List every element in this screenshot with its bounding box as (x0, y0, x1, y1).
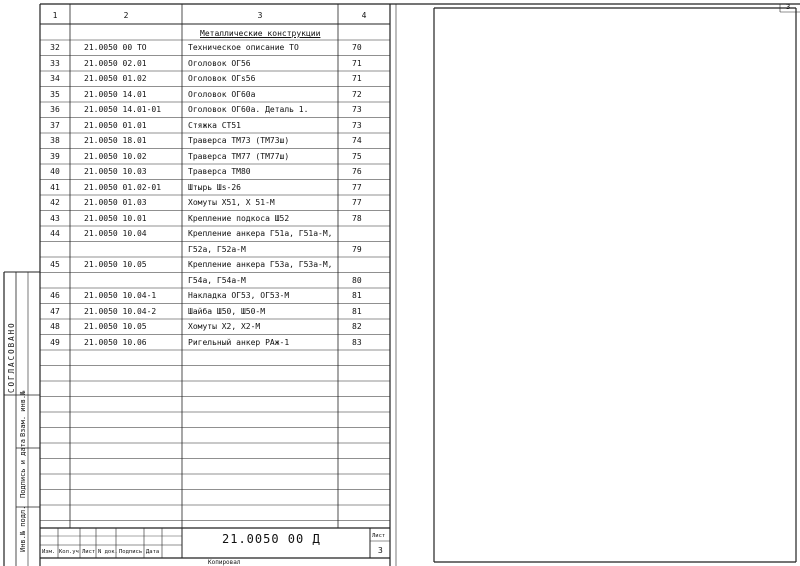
row-code: 21.0050 10.05 (84, 260, 147, 269)
row-page: 73 (352, 105, 362, 114)
row-number: 48 (50, 322, 60, 331)
row-number: 46 (50, 291, 60, 300)
row-page: 79 (352, 244, 362, 254)
row-page: 77 (352, 198, 362, 207)
row-code: 21.0050 01.02-01 (84, 182, 162, 192)
row-name: Траверса ТМ77 (ТМ77ш) (188, 151, 290, 161)
row-name: Ригельный анкер РАж-1 (188, 337, 290, 347)
row-number: 47 (50, 306, 60, 316)
sheet-label: Лист (372, 533, 386, 539)
row-page: 80 (352, 275, 362, 285)
header-col2: 2 (123, 11, 129, 20)
row-code: 21.0050 18.01 (84, 136, 147, 145)
row-number: 38 (50, 136, 60, 145)
row-number: 44 (50, 229, 60, 238)
row-page: 81 (352, 291, 362, 300)
row-name: Шайба Ш50, Ш50-М (188, 306, 266, 316)
stamp-list: Лист (82, 549, 96, 555)
row-page: 82 (352, 322, 362, 331)
row-code: 21.0050 10.06 (84, 337, 147, 347)
row-name: Стяжка СТ51 (188, 120, 241, 130)
stamp-izm: Изм. (42, 549, 56, 555)
row-code: 21.0050 10.05 (84, 322, 147, 331)
row-code: 21.0050 10.02 (84, 151, 147, 161)
row-code: 21.0050 14.01 (84, 89, 147, 99)
row-page: 83 (352, 337, 362, 347)
row-code: 21.0050 01.02 (84, 74, 147, 83)
row-page: 81 (352, 306, 362, 316)
document-code: 21.0050 00 Д (222, 532, 321, 546)
stamp-podp: Подпись (119, 549, 143, 555)
row-name: Оголовок ОГ56 (188, 58, 251, 68)
row-number: 35 (50, 89, 60, 99)
row-number: 43 (50, 213, 60, 223)
row-page: 72 (352, 89, 362, 99)
inv-podl-label: Инв.№ подл. (19, 505, 27, 552)
row-page: 71 (352, 58, 362, 68)
agreed-label: СОГЛАСОВАНО (7, 321, 16, 393)
header-col3: 3 (257, 11, 263, 20)
row-number: 34 (50, 74, 60, 83)
row-code: 21.0050 00 ТО (84, 43, 147, 52)
row-name: Штырь Шs-26 (188, 182, 241, 192)
row-code: 21.0050 10.04-1 (84, 291, 157, 300)
row-page: 77 (352, 182, 362, 192)
row-number: 37 (50, 120, 60, 130)
row-number: 45 (50, 260, 60, 269)
stamp-ndok: N док. (98, 549, 118, 555)
row-name: Оголовок ОГ60а (188, 89, 256, 99)
row-name: Оголовок ОГ60а. Деталь 1. (188, 105, 309, 114)
row-name: Накладка ОГ53, ОГ53-М (188, 291, 290, 300)
row-page: 70 (352, 43, 362, 52)
stamp-kol: Кол.уч (59, 549, 79, 555)
row-page: 78 (352, 213, 362, 223)
row-number: 49 (50, 337, 60, 347)
row-code: 21.0050 10.03 (84, 167, 147, 176)
row-number: 32 (50, 43, 60, 52)
row-number: 40 (50, 167, 60, 176)
row-name: Крепление подкоса Ш52 (188, 213, 290, 223)
row-name: Траверса ТМ80 (188, 167, 251, 176)
row-name: Хомуты Х2, Х2-М (188, 322, 261, 331)
row-code: 21.0050 02.01 (84, 58, 147, 68)
row-page: 73 (352, 120, 362, 130)
row-code: 21.0050 10.04 (84, 229, 147, 238)
row-number: 33 (50, 58, 60, 68)
row-page: 71 (352, 74, 362, 83)
row-code: 21.0050 14.01-01 (84, 105, 162, 114)
row-number: 39 (50, 151, 60, 161)
row-page: 75 (352, 151, 362, 161)
row-page: 76 (352, 167, 362, 176)
row-name: Траверса ТМ73 (ТМ73ш) (188, 136, 290, 145)
row-code: 21.0050 10.01 (84, 213, 147, 223)
sign-date-label: Подпись и дата (19, 438, 27, 498)
header-col1: 1 (52, 11, 58, 20)
row-code: 21.0050 01.03 (84, 198, 147, 207)
row-name: Г52а, Г52а-М (188, 244, 246, 254)
row-number: 36 (50, 105, 60, 114)
row-code: 21.0050 01.01 (84, 120, 147, 130)
section-title: Металлические конструкции (200, 29, 321, 38)
header-col4: 4 (361, 11, 367, 20)
row-name: Хомуты Х51, Х 51-М (188, 198, 275, 207)
row-name: Г54а, Г54а-М (188, 275, 246, 285)
row-page: 74 (352, 136, 362, 145)
right-page-number: 3 (786, 3, 791, 11)
row-number: 42 (50, 198, 60, 207)
row-name: Крепление анкера Г51а, Г51а-М, (188, 229, 333, 238)
row-number: 41 (50, 182, 60, 192)
sheet-number: 3 (378, 546, 383, 555)
row-name: Крепление анкера Г53а, Г53а-М, (188, 260, 333, 269)
row-name: Оголовок ОГs56 (188, 74, 256, 83)
row-name: Техническое описание ТО (188, 43, 299, 52)
row-code: 21.0050 10.04-2 (84, 306, 157, 316)
footer-copied: Копировал (208, 559, 241, 566)
stamp-data: Дата (146, 549, 160, 555)
inv-vzam-label: Взам. инв.№ (19, 390, 27, 437)
